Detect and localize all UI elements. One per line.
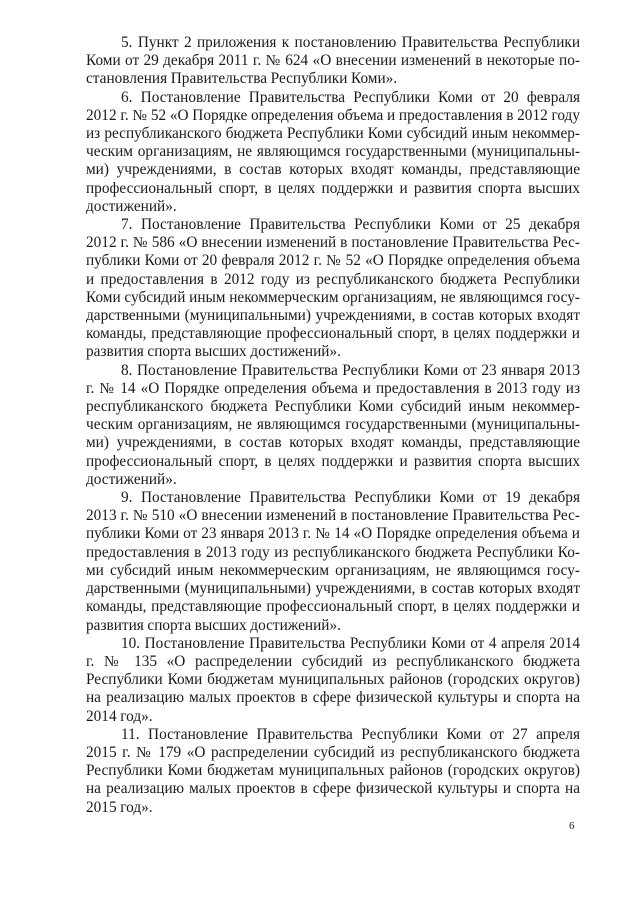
paragraph-item-11: 11. Постановление Правительства Республики Коми от 27 апреля 2015 г. № 179 «О распределении субсидий из республиканского бюджета Республики Коми бюджетам муниципальных районов (городских округов) на реализацию малых проектов в сфере физической культуры и спорта на 2015 год». [86,725,580,816]
paragraph-item-7: 7. Постановление Правительства Республики Коми от 25 декабря 2012 г. № 586 «О внесении изменений в постановление Правительства Республики Коми от 20 февраля 2012 г. № 52 «О Порядке определения объема и предоставления в 2012 году из республиканского бюджета Республики Коми субсидий иным некоммерческим организациям, не являющимся государственными (муниципальными) учреждениями, в состав которых входят команды, представляющие профессиональный спорт, в целях поддержки и развития спорта высших достижений». [86,216,580,361]
paragraph-item-8: 8. Постановление Правительства Республики Коми от 23 января 2013 г. № 14 «О Порядке определения объема и предоставления в 2013 году из республиканского бюджета Республики Коми субсидий иным некоммерческим организациям, не являющимся государственными (муниципальными) учреждениями, в состав которых входят команды, представляющие профессиональный спорт, в целях поддержки и развития спорта высших достижений». [86,361,580,488]
document-body [86,34,580,817]
paragraph-item-10: 10. Постановление Правительства Республики Коми от 4 апреля 2014 г. № 135 «О распределении субсидий из республиканского бюджета Республики Коми бюджетам муниципальных районов (городских округов) на реализацию малых проектов в сфере физической культуры и спорта на 2014 год». [86,634,580,725]
page-number: 6 [569,820,575,832]
paragraph-item-5: 5. Пункт 2 приложения к постановлению Правительства Республики Коми от 29 декабря 2011 г. № 624 «О внесении изменений в некоторые постановления Правительства Республики Коми». [86,34,580,88]
paragraph-item-9: 9. Постановление Правительства Республики Коми от 19 декабря 2013 г. № 510 «О внесении изменений в постановление Правительства Республики Коми от 23 января 2013 г. № 14 «О Порядке определения объема и предоставления в 2013 году из республиканского бюджета Республики Коми субсидий иным некоммерческим организациям, не являющимся государственными (муниципальными) учреждениями, в состав которых входят команды, представляющие профессиональный спорт, в целях поддержки и развития спорта высших достижений». [86,489,580,634]
paragraph-item-6: 6. Постановление Правительства Республики Коми от 20 февраля 2012 г. № 52 «О Порядке определения объема и предоставления в 2012 году из республиканского бюджета Республики Коми субсидий иным некоммерческим организациям, не являющимся государственными (муниципальными) учреждениями, в состав которых входят команды, представляющие профессиональный спорт, в целях поддержки и развития спорта высших достижений». [86,88,580,215]
